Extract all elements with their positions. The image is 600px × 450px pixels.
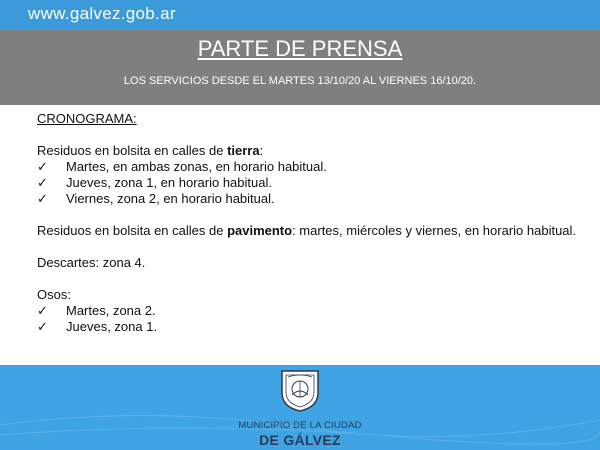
tierra-prefix: Residuos en bolsita en calles de <box>37 143 228 158</box>
page-title: PARTE DE PRENSA <box>197 36 403 61</box>
page-subtitle: LOS SERVICIOS DESDE EL MARTES 13/10/20 AL VIERNES 16/10/20. <box>123 75 477 87</box>
checkmark-icon: ✓ <box>37 303 48 318</box>
schedule-content <box>37 111 577 335</box>
schedule-heading: CRONOGRAMA: <box>37 111 137 126</box>
osos-label: Osos: <box>37 287 71 302</box>
tierra-suffix: : <box>259 143 264 158</box>
list-item <box>37 191 577 207</box>
tierra-bold: tierra <box>227 143 260 158</box>
pavimento-bold: pavimento <box>227 223 293 238</box>
checkmark-icon: ✓ <box>37 159 48 174</box>
pavimento-paragraph <box>37 223 577 239</box>
list-item-text: Viernes, zona 2, en horario habitual. <box>66 191 275 206</box>
list-item-text: Martes, zona 2. <box>66 303 156 318</box>
site-url-link[interactable]: www.galvez.gob.ar <box>28 4 176 23</box>
spacer <box>37 127 577 143</box>
list-item-text: Martes, en ambas zonas, en horario habitual. <box>66 159 327 174</box>
press-banner <box>0 30 600 105</box>
checkmark-icon: ✓ <box>37 319 48 334</box>
list-item <box>37 175 577 191</box>
tierra-intro <box>37 143 577 159</box>
list-item-text: Jueves, zona 1, en horario habitual. <box>66 175 272 190</box>
list-item <box>37 159 577 175</box>
list-item <box>37 303 577 319</box>
checkmark-icon: ✓ <box>37 175 48 190</box>
list-item <box>37 319 577 335</box>
spacer <box>37 271 577 287</box>
pavimento-prefix: Residuos en bolsita en calles de <box>37 223 228 238</box>
municipality-line-2: DE GÁLVEZ <box>259 432 341 448</box>
top-bar <box>0 0 600 30</box>
list-item-text: Jueves, zona 1. <box>66 319 158 334</box>
municipality-line-1: MUNICIPIO DE LA CIUDAD <box>238 420 362 431</box>
pavimento-suffix: : martes, miércoles y viernes, en horario habitual. <box>292 223 577 238</box>
spacer <box>37 239 577 255</box>
municipal-seal-icon <box>278 367 322 413</box>
checkmark-icon: ✓ <box>37 191 48 206</box>
descartes-line: Descartes: zona 4. <box>37 255 146 270</box>
spacer <box>37 207 577 223</box>
